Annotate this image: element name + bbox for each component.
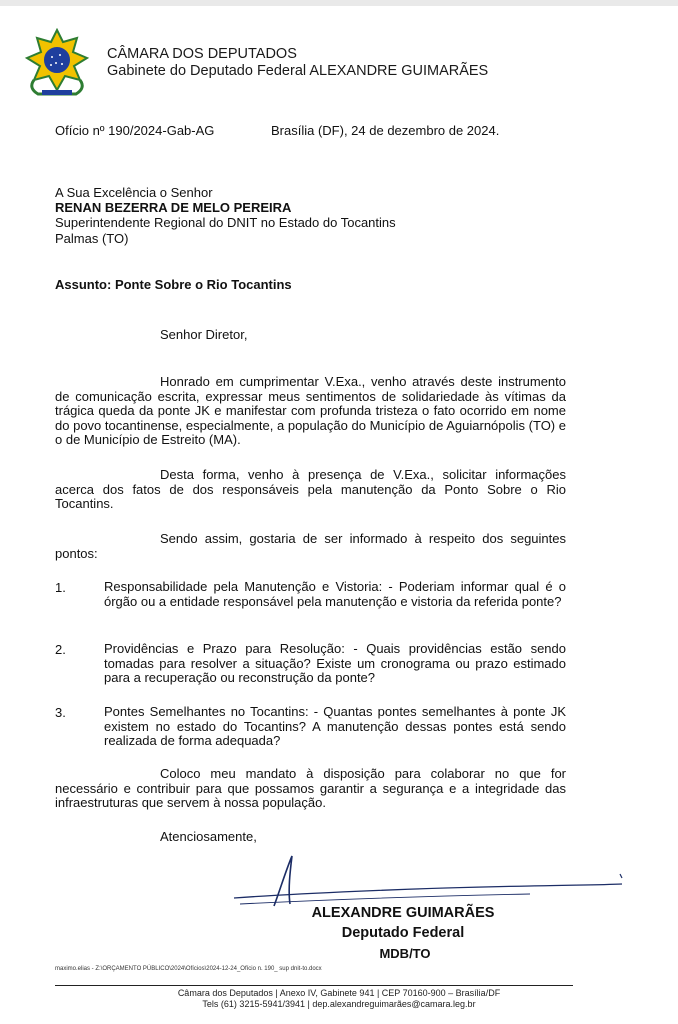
item-number: 1. <box>55 580 66 595</box>
chamber-title: CÂMARA DOS DEPUTADOS <box>107 46 297 62</box>
file-path: maximo.elias - Z:\ORÇAMENTO PÚBLICO\2024\Ofícios\2024-12-24_Ofício n. 190_ sup dnit-to.docx <box>55 966 322 972</box>
signatory-party: MDB/TO <box>379 946 431 961</box>
footer-contact: Tels (61) 3215-5941/3941 | dep.alexandreguimarães@camara.leg.br <box>202 999 476 1009</box>
footer-divider <box>55 985 573 986</box>
recipient-salutation: A Sua Excelência o Senhor <box>55 185 213 200</box>
item-number: 3. <box>55 705 66 720</box>
subject-line: Assunto: Ponte Sobre o Rio Tocantins <box>55 277 292 292</box>
greeting: Senhor Diretor, <box>160 327 248 342</box>
signatory-role: Deputado Federal <box>341 925 465 941</box>
item-text: Responsabilidade pela Manutenção e Vistoria: - Poderiam informar qual é o órgão ou a entidade responsável pela manutenção e vistoria da referida ponte? <box>104 579 566 609</box>
top-bar <box>0 0 678 6</box>
paragraph-4: Coloco meu mandato à disposição para colaborar no que for necessário e contribuir para que possamos garantir a segurança e a integridade das infraestruturas que servem à nossa população. <box>55 766 566 811</box>
item-text: Providências e Prazo para Resolução: - Quais providências estão sendo tomadas para resolver a situação? Existe um cronograma ou prazo estimado para a recuperação ou reconstrução da ponte? <box>104 641 566 686</box>
handwritten-signature <box>230 850 630 912</box>
paragraph-1: Honrado em cumprimentar V.Exa., venho através deste instrumento de comunicação escrita, expressar meus sentimentos de solidariedade às vítimas da trágica queda da ponte JK e manifestar com profunda tristeza o fato ocorrido em nome do povo tocantinense, especialmente, a população do Município de Aguiarnópolis (TO) e o de Município de Estreito (MA). <box>55 374 566 448</box>
document-number: Ofício nº 190/2024-Gab-AG <box>55 123 215 138</box>
recipient-title: Superintendente Regional do DNIT no Estado do Tocantins <box>55 215 396 230</box>
item-number: 2. <box>55 642 66 657</box>
document-date: Brasília (DF), 24 de dezembro de 2024. <box>271 123 500 138</box>
recipient-name: RENAN BEZERRA DE MELO PEREIRA <box>55 200 292 215</box>
paragraph-3: Sendo assim, gostaria de ser informado à respeito dos seguintes pontos: <box>55 531 566 561</box>
office-title: Gabinete do Deputado Federal ALEXANDRE GUIMARÃES <box>107 63 489 79</box>
item-text: Pontes Semelhantes no Tocantins: - Quantas pontes semelhantes à ponte JK existem no estado do Tocantins? A manutenção dessas pontes está sendo realizada de forma adequada? <box>104 704 566 749</box>
closing: Atenciosamente, <box>160 829 257 844</box>
paragraph-2: Desta forma, venho à presença de V.Exa., solicitar informações acerca dos fatos de dos responsáveis pela manutenção da Ponto Sobre o Rio Tocantins. <box>55 467 566 512</box>
recipient-city: Palmas (TO) <box>55 231 129 246</box>
footer-address: Câmara dos Deputados | Anexo IV, Gabinete 941 | CEP 70160-900 – Brasília/DF <box>177 988 501 998</box>
brazil-coat-of-arms-icon <box>22 28 92 100</box>
signatory-name: ALEXANDRE GUIMARÃES <box>311 905 495 921</box>
